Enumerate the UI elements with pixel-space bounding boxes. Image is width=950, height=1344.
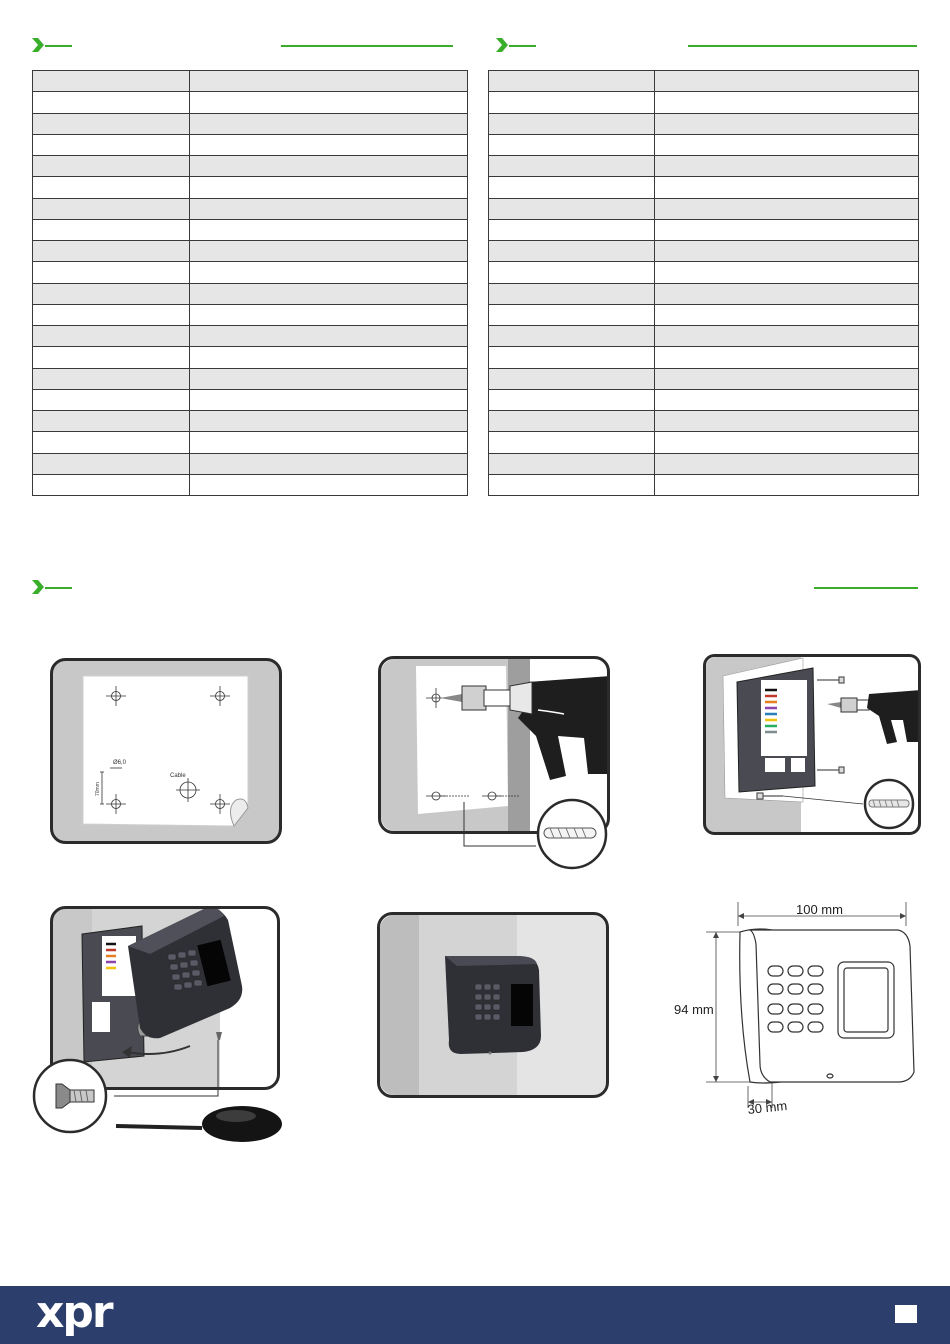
spec-table-right <box>488 70 919 496</box>
table-row <box>33 304 468 325</box>
table-row <box>33 411 468 432</box>
header-stub-line <box>509 45 536 47</box>
width-dimension-label: 100 mm <box>796 902 843 917</box>
table-row <box>489 177 919 198</box>
table-cell-value <box>655 283 919 304</box>
table-cell-value <box>190 219 468 240</box>
table-cell-value <box>190 262 468 283</box>
step-drilling-template <box>50 658 282 844</box>
table-row <box>33 156 468 177</box>
table-cell-label <box>33 92 190 113</box>
header-stub-line <box>45 45 72 47</box>
table-cell-label <box>489 156 655 177</box>
table-cell-value <box>655 411 919 432</box>
table-row <box>489 219 919 240</box>
step-attach-device <box>30 906 282 1146</box>
table-row <box>489 113 919 134</box>
table-cell-label <box>489 113 655 134</box>
footer-bar <box>0 1286 950 1344</box>
chevron-right-icon <box>31 37 45 53</box>
table-cell-label <box>33 71 190 92</box>
table-cell-value <box>655 304 919 325</box>
wall-plug-icon <box>544 828 596 838</box>
table-cell-label <box>489 474 655 495</box>
table-cell-label <box>33 432 190 453</box>
table-cell-value <box>655 134 919 155</box>
table-cell-label <box>33 453 190 474</box>
table-cell-label <box>33 177 190 198</box>
table-row <box>33 92 468 113</box>
table-cell-value <box>655 92 919 113</box>
table-row <box>33 71 468 92</box>
table-cell-label <box>33 283 190 304</box>
table-cell-label <box>33 347 190 368</box>
table-cell-label <box>489 92 655 113</box>
table-row <box>489 198 919 219</box>
table-row <box>33 453 468 474</box>
table-cell-label <box>489 262 655 283</box>
table-row <box>33 198 468 219</box>
cable-label: Cable <box>170 773 186 779</box>
table-row <box>489 347 919 368</box>
table-cell-value <box>655 453 919 474</box>
table-cell-value <box>655 156 919 177</box>
table-row <box>489 432 919 453</box>
step-installed-device <box>377 912 609 1098</box>
table-row <box>33 474 468 495</box>
table-cell-label <box>489 432 655 453</box>
table-cell-value <box>655 326 919 347</box>
spec-table-left <box>32 70 468 496</box>
table-cell-label <box>489 411 655 432</box>
table-row <box>33 241 468 262</box>
table-cell-value <box>655 262 919 283</box>
hole-diameter-label: Ø6,0 <box>113 760 127 766</box>
table-cell-label <box>489 389 655 410</box>
reader-device <box>445 956 541 1055</box>
table-cell-value <box>190 134 468 155</box>
table-row <box>489 411 919 432</box>
table-cell-value <box>190 92 468 113</box>
table-cell-label <box>489 134 655 155</box>
table-cell-value <box>190 411 468 432</box>
table-cell-value <box>655 113 919 134</box>
table-row <box>33 113 468 134</box>
table-cell-value <box>655 368 919 389</box>
table-cell-value <box>190 156 468 177</box>
table-row <box>489 453 919 474</box>
left-table-header <box>31 37 453 55</box>
chevron-right-icon <box>31 579 45 595</box>
table-cell-label <box>489 241 655 262</box>
table-cell-label <box>33 389 190 410</box>
table-cell-label <box>489 326 655 347</box>
table-cell-value <box>190 347 468 368</box>
table-cell-label <box>33 156 190 177</box>
table-cell-value <box>190 368 468 389</box>
device-outline <box>740 929 914 1083</box>
step-dimensions <box>670 896 920 1126</box>
table-cell-value <box>190 198 468 219</box>
table-cell-value <box>190 241 468 262</box>
table-row <box>33 432 468 453</box>
table-row <box>489 92 919 113</box>
header-rule <box>814 587 918 589</box>
table-cell-label <box>33 219 190 240</box>
right-table-header <box>495 37 917 55</box>
page-number-box <box>895 1305 917 1323</box>
table-cell-value <box>655 198 919 219</box>
table-row <box>489 283 919 304</box>
screwdriver-icon <box>116 1106 282 1142</box>
table-row <box>489 326 919 347</box>
table-cell-label <box>489 453 655 474</box>
table-row <box>33 219 468 240</box>
table-row <box>489 304 919 325</box>
table-row <box>33 326 468 347</box>
table-cell-value <box>190 474 468 495</box>
table-cell-value <box>190 71 468 92</box>
table-cell-value <box>190 326 468 347</box>
table-cell-label <box>33 326 190 347</box>
chevron-right-icon <box>495 37 509 53</box>
table-cell-label <box>33 304 190 325</box>
table-row <box>33 389 468 410</box>
table-row <box>489 262 919 283</box>
table-cell-value <box>655 177 919 198</box>
table-cell-value <box>190 113 468 134</box>
table-cell-value <box>655 219 919 240</box>
table-cell-value <box>655 389 919 410</box>
table-cell-label <box>489 198 655 219</box>
table-row <box>33 134 468 155</box>
header-rule <box>688 45 917 47</box>
table-cell-value <box>190 453 468 474</box>
table-cell-value <box>190 432 468 453</box>
vertical-dimension-label: 70mm <box>95 782 101 796</box>
table-row <box>489 389 919 410</box>
table-row <box>489 241 919 262</box>
table-cell-value <box>190 389 468 410</box>
table-cell-label <box>489 304 655 325</box>
table-cell-label <box>489 177 655 198</box>
installation-header <box>31 579 918 597</box>
table-row <box>489 156 919 177</box>
table-cell-value <box>190 283 468 304</box>
table-cell-label <box>489 283 655 304</box>
header-stub-line <box>45 587 72 589</box>
step-drilling-wall <box>378 656 610 872</box>
table-cell-label <box>33 368 190 389</box>
table-cell-label <box>489 347 655 368</box>
table-row <box>489 368 919 389</box>
xpr-logo <box>36 1291 136 1339</box>
depth-dimension-label: 30 mm <box>746 1097 788 1117</box>
table-cell-label <box>489 219 655 240</box>
table-cell-label <box>33 113 190 134</box>
table-row <box>33 177 468 198</box>
table-cell-label <box>489 71 655 92</box>
table-cell-value <box>655 432 919 453</box>
table-cell-label <box>33 198 190 219</box>
table-row <box>489 134 919 155</box>
table-cell-value <box>655 474 919 495</box>
table-cell-value <box>655 241 919 262</box>
table-cell-label <box>33 134 190 155</box>
table-row <box>33 368 468 389</box>
table-cell-label <box>33 262 190 283</box>
table-cell-value <box>655 71 919 92</box>
height-dimension-label: 94 mm <box>674 1002 714 1017</box>
table-cell-label <box>33 474 190 495</box>
table-row <box>33 262 468 283</box>
svg-text:xpr: xpr <box>36 1291 112 1338</box>
table-cell-value <box>190 304 468 325</box>
table-cell-label <box>33 241 190 262</box>
step-mount-backplate <box>703 654 921 836</box>
table-row <box>33 283 468 304</box>
table-row <box>489 71 919 92</box>
table-cell-label <box>489 368 655 389</box>
table-cell-value <box>190 177 468 198</box>
table-cell-value <box>655 347 919 368</box>
header-rule <box>281 45 453 47</box>
table-row <box>489 474 919 495</box>
table-row <box>33 347 468 368</box>
table-cell-label <box>33 411 190 432</box>
